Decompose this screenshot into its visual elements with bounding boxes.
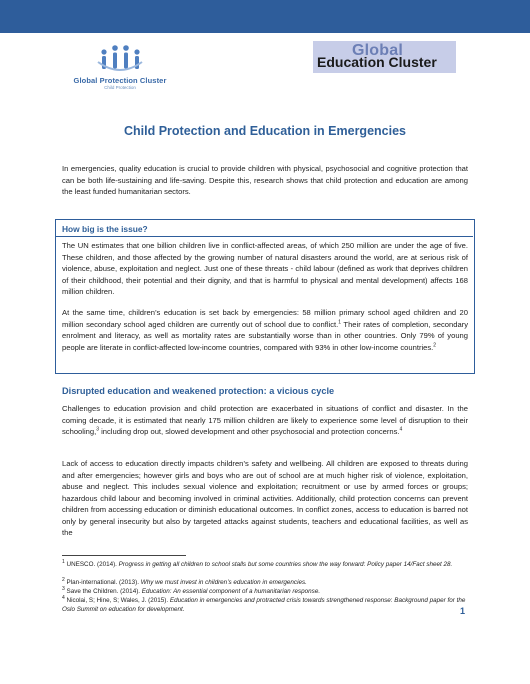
issue-paragraph-1: The UN estimates that one billion children live in conflict-affected areas, of which 250 million are under the age of five. These children, and those affected by the growing number of natural disasters around the world, are at serious risk of violence, abuse, exploitation and neglect. Just one of these threats - child labour (defined as work that deprives children of their childhood, their potential and their dignity, and that is harmful to physical and mental development) affects 168 million children. <box>62 241 468 296</box>
intro-paragraph: In emergencies, quality education is crucial to provide children with physical, psychosocial and cognitive protection that can be both life-sustaining and life-saving. Despite this, research shows that child protection and education are among the least funded humanitarian sectors. <box>62 164 468 196</box>
footnote-2: $^2$ Plan-international. (2013). Why we must invest in children’s education in emergencies. <box>62 576 307 586</box>
page-number: 1 <box>460 606 466 616</box>
section-paragraph-2: Lack of access to education directly impacts children’s safety and wellbeing. All children are exposed to threats during and after emergencies; however girls and boys who are out of school are at much higher risk of violence, exploitation, abuse and neglect. This includes sexual violence and exploitation; recruitment or use by armed forces or groups; hazardous child labour and becoming involved in criminal activities. Additionally, child protection concerns can prevent children from accessing education or diminish educational outcomes. In conflict zones, access to education is barred not only by general insecurity but also by targeted attacks against students, teachers and educational facilities, as well as the <box>62 459 468 537</box>
page-title: Child Protection and Education in Emergencies <box>124 124 406 138</box>
footnote-1: $^1$ UNESCO. (2014). Progress in getting all children to school stalls but some countries show the way forward: Policy paper 14/Fact sheet 28. <box>62 558 453 568</box>
global-education-cluster-logo <box>313 41 456 73</box>
logo-name: Global Protection Cluster <box>73 76 167 85</box>
logo-subtitle: Child Protection <box>104 85 136 90</box>
issue-box-divider <box>56 236 473 237</box>
footnote-ref: 1 <box>338 318 342 325</box>
logo-education-cluster-text: Education Cluster <box>317 54 437 70</box>
issue-box-heading: How big is the issue? <box>62 224 148 234</box>
footnote-ref: 3 <box>96 426 99 433</box>
issue-paragraph-2: At the same time, children’s education is set back by emergencies: 58 million primary school aged children and 20 million secondary school aged children are currently out of school due to conflict.$^1$ Their rates of completion, secondary enrolment and literacy, as well as mortality rates are substantially worse than in other countries. Only 79% of young people are literate in conflict-affected low-income countries, compared with 93% in other low-income countries.$^2$ <box>62 308 468 352</box>
footnote-ref: 4 <box>399 426 403 433</box>
footnote-ref: 2 <box>433 341 437 348</box>
footnote-4: $^4$ Nicolai, S; Hine, S; Wales, J. (2015). Education in emergencies and protracted crisis towards strengthened response: Background paper for the Oslo Summit on education for development. <box>62 594 466 613</box>
section-paragraph-1: Challenges to education provision and child protection are exacerbated in situations of conflict and disaster. In the coming decade, it is estimated that nearly 175 million children are likely to experience some level of disruption to their schooling,$^3$ including drop out, slowed development and other psychosocial and protection concerns.$^4$ <box>62 404 468 436</box>
footnote-divider <box>62 555 186 556</box>
footnote-3: $^3$ Save the Children. (2014). Education: An essential component of a humanitarian response. <box>62 585 321 595</box>
logo-global-text: Global <box>352 42 403 59</box>
header-bar <box>0 0 530 33</box>
global-protection-cluster-logo <box>60 42 180 104</box>
section-heading: Disrupted education and weakened protection: a vicious cycle <box>62 386 335 396</box>
people-figures-icon <box>90 42 150 74</box>
